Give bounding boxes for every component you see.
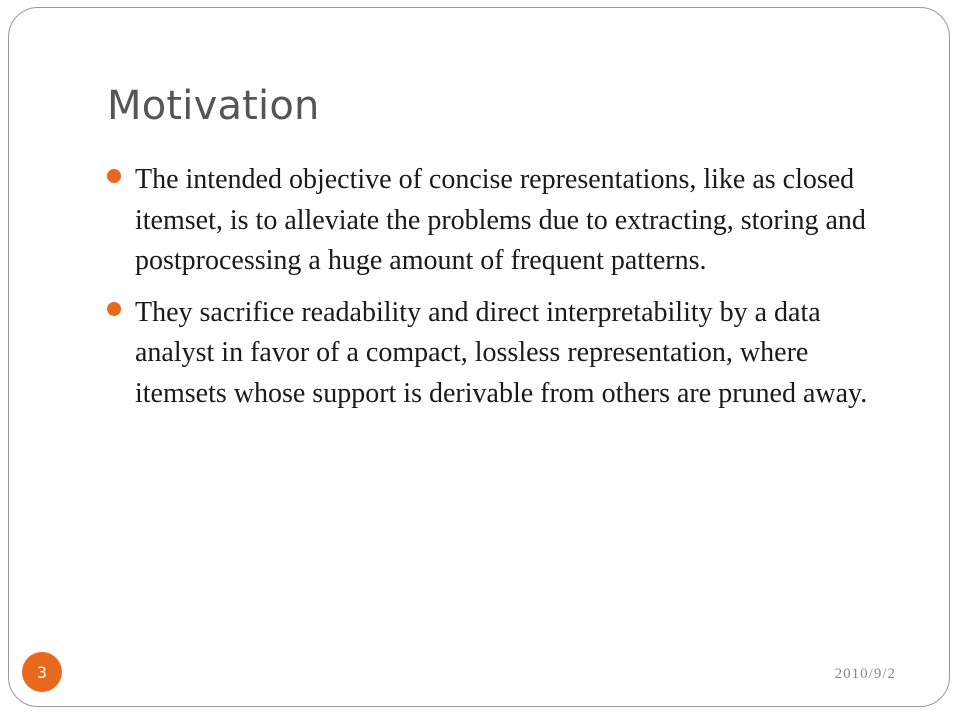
bullet-list <box>107 160 897 425</box>
bullet-text: They sacrifice readability and direct interpretability by a data analyst in favor of a compact, lossless representation, where itemsets whose support is derivable from others are pruned away. <box>135 296 868 409</box>
page-number-badge <box>22 652 62 692</box>
slide-title: Motivation <box>107 83 320 129</box>
bullet-dot-icon <box>107 169 121 183</box>
bullet-text: The intended objective of concise representations, like as closed itemset, is to alleviate the problems due to extracting, storing and postprocessing a huge amount of frequent patterns. <box>135 164 866 276</box>
page-number: 3 <box>36 662 48 682</box>
slide-date: 2010/9/2 <box>834 666 896 682</box>
bullet-item <box>107 293 897 415</box>
bullet-item <box>107 160 897 282</box>
bullet-dot-icon <box>107 302 121 316</box>
